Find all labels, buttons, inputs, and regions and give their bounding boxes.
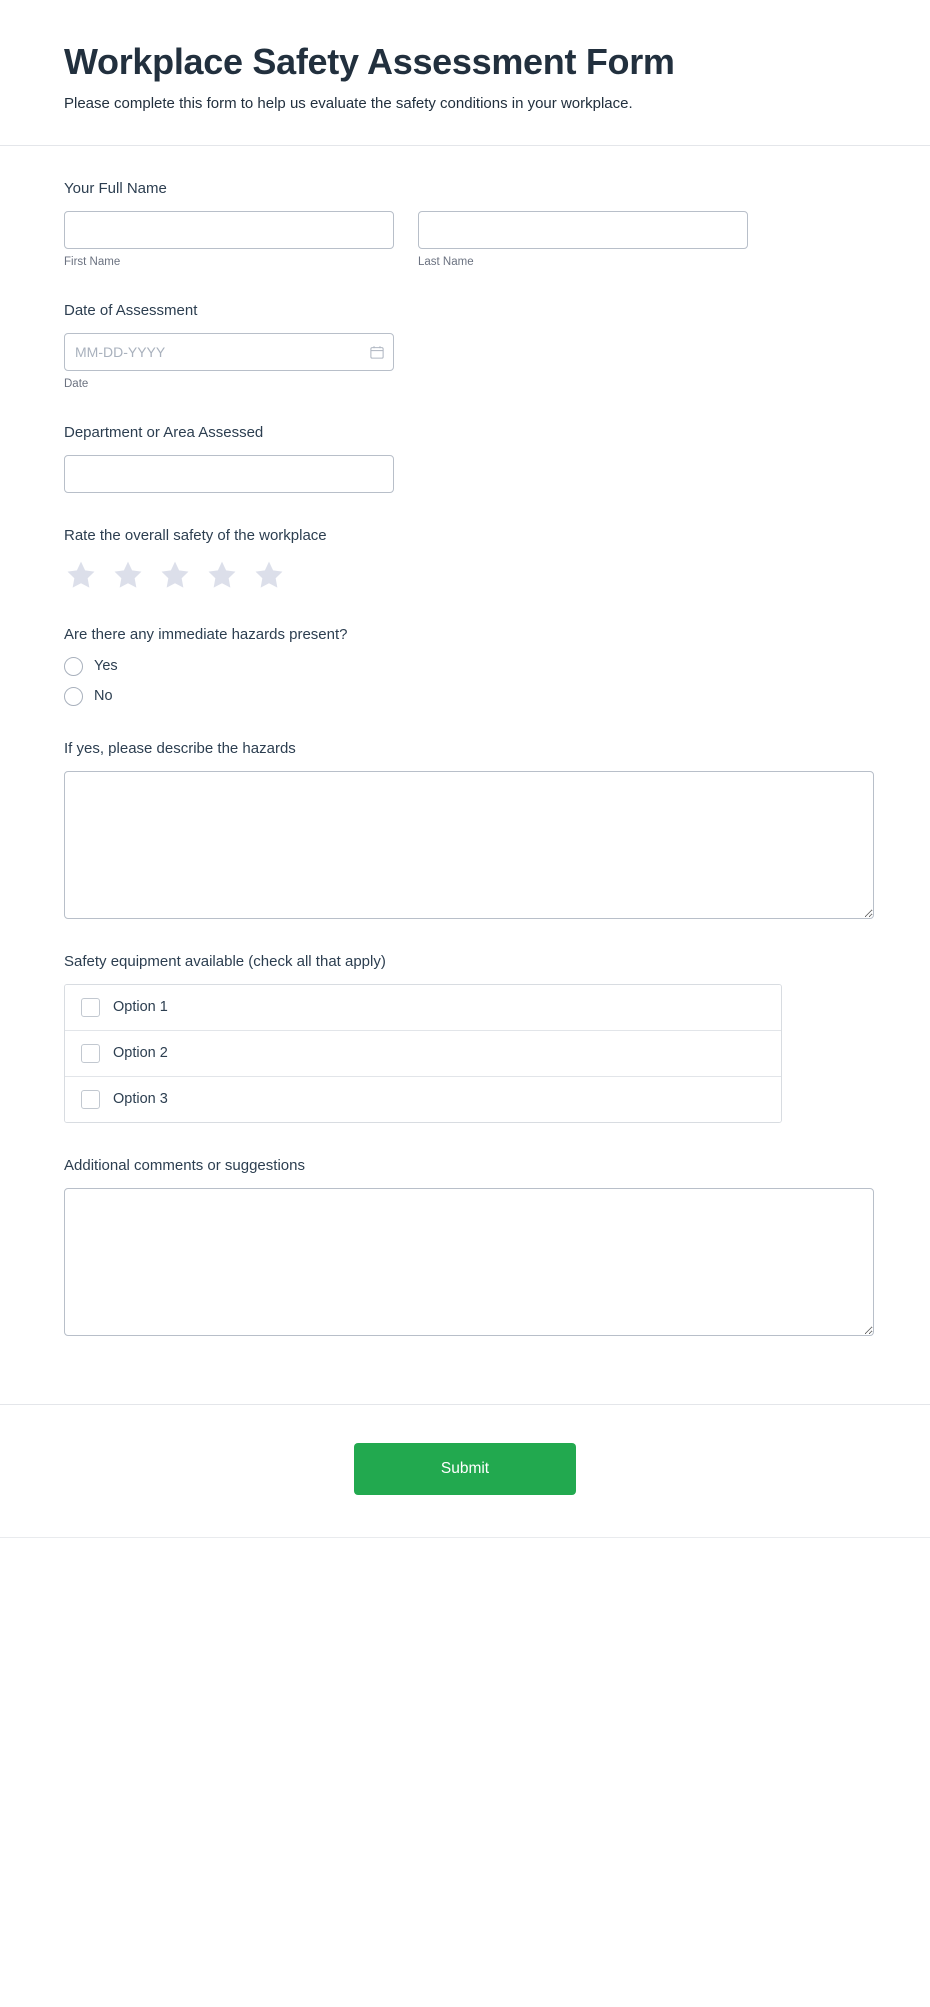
- checkbox-row-3[interactable]: [65, 1077, 781, 1122]
- radio-option-yes[interactable]: [64, 657, 866, 676]
- hazard-description-label: If yes, please describe the hazards: [64, 739, 296, 757]
- checkbox-label-3: Option 3: [113, 1091, 168, 1108]
- first-name-sub-label: First Name: [64, 255, 121, 268]
- submit-button[interactable]: Submit: [354, 1443, 576, 1495]
- date-input-wrapper: [64, 333, 394, 371]
- checkbox-label-2: Option 2: [113, 1045, 168, 1062]
- full-name-label: Your Full Name: [64, 179, 167, 197]
- star-icon-2[interactable]: [111, 558, 145, 592]
- date-sub-label: Date: [64, 377, 89, 390]
- field-hazard-description: [64, 740, 866, 919]
- checkbox-icon-2[interactable]: [81, 1044, 100, 1063]
- full-name-row: [64, 211, 866, 268]
- field-additional-comments: [64, 1157, 866, 1336]
- checkbox-row-2[interactable]: [65, 1031, 781, 1077]
- star-icon-3[interactable]: [158, 558, 192, 592]
- safety-equipment-label: Safety equipment available (check all that apply): [64, 952, 386, 970]
- hazards-present-label: Are there any immediate hazards present?: [64, 625, 348, 643]
- radio-circle-icon-yes[interactable]: [64, 657, 83, 676]
- page-subtitle: Please complete this form to help us evaluate the safety conditions in your workplace.: [64, 95, 633, 113]
- radio-circle-icon-no[interactable]: [64, 687, 83, 706]
- checkbox-row-1[interactable]: [65, 985, 781, 1031]
- department-label: Department or Area Assessed: [64, 423, 264, 441]
- first-name-input[interactable]: [64, 211, 394, 249]
- field-safety-equipment: [64, 953, 866, 1123]
- form-header: [0, 0, 930, 146]
- field-hazards-present: [64, 626, 866, 706]
- radio-label-yes: Yes: [94, 658, 118, 675]
- first-name-group: [64, 211, 394, 268]
- checkbox-icon-3[interactable]: [81, 1090, 100, 1109]
- additional-comments-label: Additional comments or suggestions: [64, 1156, 305, 1174]
- form-body: [0, 146, 930, 1380]
- date-label: Date of Assessment: [64, 301, 198, 319]
- field-department: [64, 424, 866, 493]
- star-icon-4[interactable]: [205, 558, 239, 592]
- radio-option-no[interactable]: [64, 687, 866, 706]
- additional-comments-textarea[interactable]: [64, 1188, 874, 1336]
- radio-label-no: No: [94, 688, 113, 705]
- footer-divider: [0, 1537, 930, 1538]
- checkbox-icon-1[interactable]: [81, 998, 100, 1017]
- page-title: Workplace Safety Assessment Form: [64, 41, 675, 82]
- field-safety-rating: [64, 527, 866, 592]
- star-rating[interactable]: [64, 558, 866, 592]
- hazard-description-textarea[interactable]: [64, 771, 874, 919]
- last-name-group: [418, 211, 748, 268]
- star-icon-1[interactable]: [64, 558, 98, 592]
- date-input[interactable]: [64, 333, 394, 371]
- rating-label: Rate the overall safety of the workplace: [64, 526, 327, 544]
- field-date-of-assessment: [64, 302, 866, 390]
- checkbox-list: [64, 984, 782, 1123]
- last-name-sub-label: Last Name: [418, 255, 474, 268]
- form-footer: [0, 1404, 930, 1537]
- star-icon-5[interactable]: [252, 558, 286, 592]
- department-input[interactable]: [64, 455, 394, 493]
- last-name-input[interactable]: [418, 211, 748, 249]
- checkbox-label-1: Option 1: [113, 999, 168, 1016]
- field-full-name: [64, 180, 866, 268]
